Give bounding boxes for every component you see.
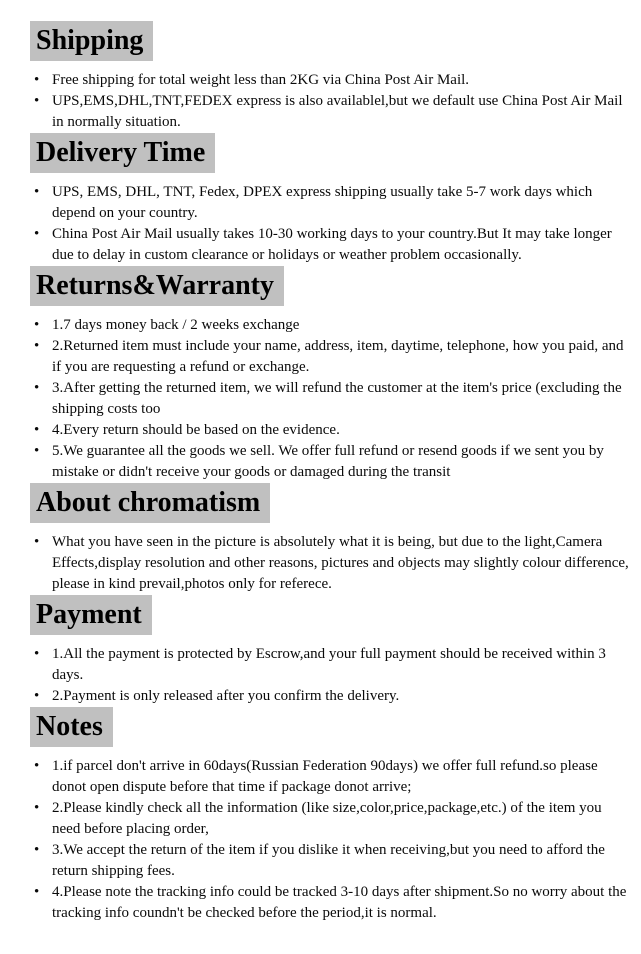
bullet-list	[30, 182, 629, 266]
bullet-item: • 4.Please note the tracking info could be tracked 3-10 days after shipment.So no worry about the tracking info coundn't be checked before the period,it is normal.	[52, 882, 629, 924]
section-heading	[30, 266, 629, 306]
section-returns-warranty	[30, 266, 629, 483]
bullet-item: • UPS,EMS,DHL,TNT,FEDEX express is also availablel,but we default use China Post Air Mail in normally situation.	[52, 91, 629, 133]
section-heading	[30, 595, 629, 635]
bullet-item: • Free shipping for total weight less than 2KG via China Post Air Mail.	[52, 70, 629, 91]
section-title: Shipping	[30, 21, 153, 61]
section-about-chromatism	[30, 483, 629, 595]
section-title: Returns&Warranty	[30, 266, 284, 306]
section-heading	[30, 707, 629, 747]
bullet-item: • China Post Air Mail usually takes 10-30 working days to your country.But It may take longer due to delay in custom clearance or holidays or weather problem occasionally.	[52, 224, 629, 266]
bullet-item: • UPS, EMS, DHL, TNT, Fedex, DPEX express shipping usually take 5-7 work days which depend on your country.	[52, 182, 629, 224]
bullet-list	[30, 315, 629, 483]
bullet-list	[30, 756, 629, 924]
section-heading	[30, 21, 629, 61]
section-title: Payment	[30, 595, 152, 635]
bullet-list	[30, 532, 629, 595]
bullet-item: • What you have seen in the picture is absolutely what it is being, but due to the light,Camera Effects,display resolution and other reasons, pictures and objects may slightly colour difference, please in kind prevail,photos only for referece.	[52, 532, 629, 595]
section-title: Notes	[30, 707, 113, 747]
bullet-item: • 3.After getting the returned item, we will refund the customer at the item's price (excluding the shipping costs too	[52, 378, 629, 420]
bullet-item: • 3.We accept the return of the item if you dislike it when receiving,but you need to afford the return shipping fees.	[52, 840, 629, 882]
bullet-item: • 1.if parcel don't arrive in 60days(Russian Federation 90days) we offer full refund.so please donot open dispute before that time if package donot arrive;	[52, 756, 629, 798]
section-notes	[30, 707, 629, 924]
bullet-item: • 2.Please kindly check all the information (like size,color,price,package,etc.) of the item you need before placing order,	[52, 798, 629, 840]
bullet-item: • 5.We guarantee all the goods we sell. We offer full refund or resend goods if we sent you by mistake or didn't receive your goods or damaged during the transit	[52, 441, 629, 483]
section-title: Delivery Time	[30, 133, 215, 173]
section-heading	[30, 133, 629, 173]
bullet-list	[30, 644, 629, 707]
bullet-item: • 2.Returned item must include your name, address, item, daytime, telephone, how you paid, and if you are requesting a refund or exchange.	[52, 336, 629, 378]
section-payment	[30, 595, 629, 707]
bullet-list	[30, 70, 629, 133]
bullet-item: • 4.Every return should be based on the evidence.	[52, 420, 629, 441]
section-heading	[30, 483, 629, 523]
section-delivery-time	[30, 133, 629, 266]
section-shipping	[30, 21, 629, 133]
bullet-item: • 2.Payment is only released after you confirm the delivery.	[52, 686, 629, 707]
bullet-item: • 1.7 days money back / 2 weeks exchange	[52, 315, 629, 336]
bullet-item: • 1.All the payment is protected by Escrow,and your full payment should be received within 3 days.	[52, 644, 629, 686]
section-title: About chromatism	[30, 483, 270, 523]
